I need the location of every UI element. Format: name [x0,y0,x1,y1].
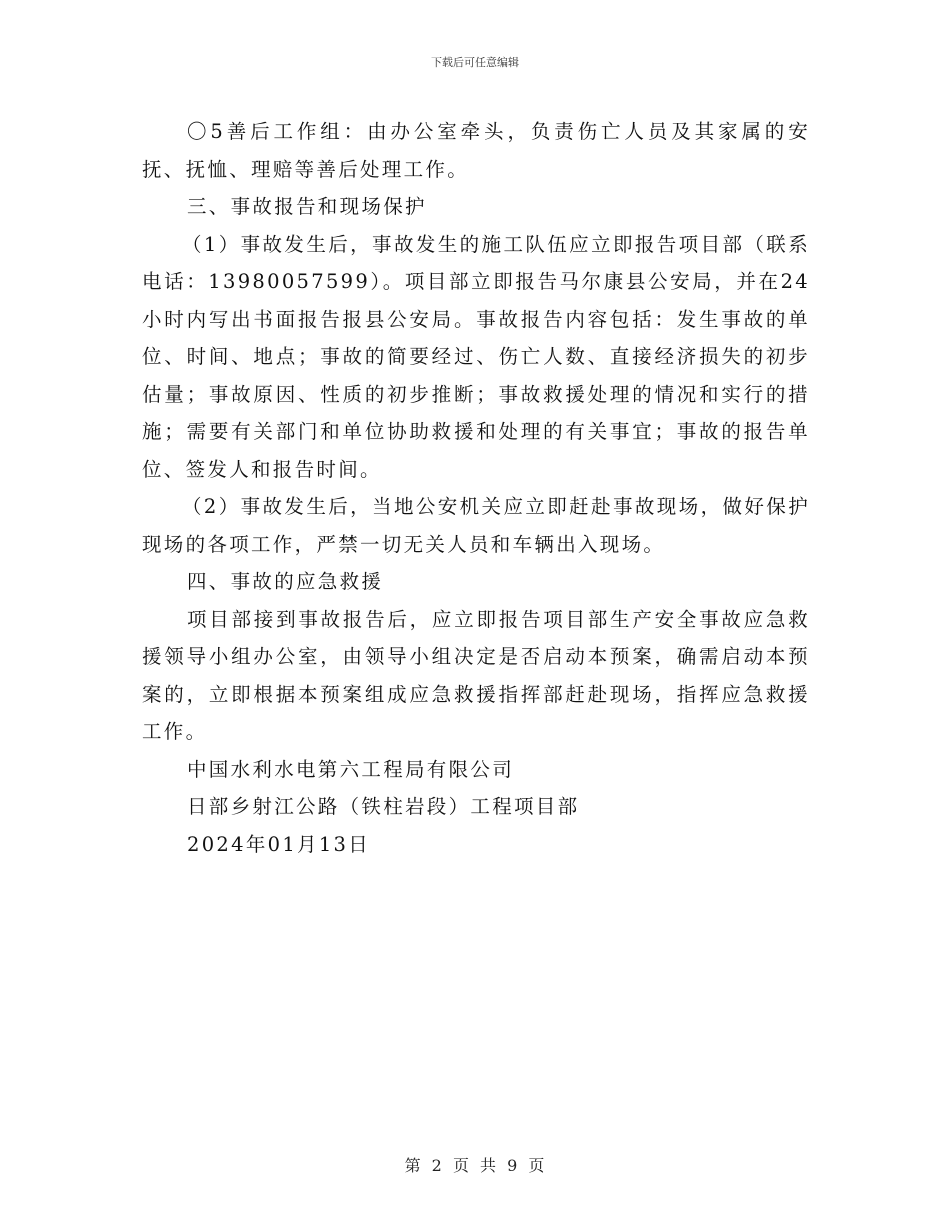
page-header: 下载后可任意编辑 [431,56,519,69]
signature-company: 中国水利水电第六工程局有限公司 [187,757,515,781]
signature-project-dept: 日部乡射江公路（铁柱岩段）工程项目部 [187,795,580,818]
section-3-paragraph-2: （2）事故发生后，当地公安机关应立即赶赴事故现场，做好保护现场的各项工作，严禁一切无关人员和车辆出入现场。 [142,495,810,556]
item-5-aftermath-group: 〇5善后工作组：由办公室牵头，负责伤亡人员及其家属的安抚、抚恤、理赔等善后处理工作。 [142,120,810,181]
section-3-paragraph-1: （1）事故发生后，事故发生的施工队伍应立即报告项目部（联系电话：13980057599）。项目部立即报告马尔康县公安局，并在24小时内写出书面报告报县公安局。事故报告内容包括：发生事故的单位、时间、地点；事故的简要经过、伤亡人数、直接经济损失的初步估量；事故原因、性质的初步推断；事故救援处理的情况和实行的措施；需要有关部门和单位协助救援和处理的有关事宜；事故的报告单位、签发人和报告时间。 [142,232,810,481]
document-body [142,113,810,863]
page-number: 第 2 页 共 9 页 [404,1156,546,1175]
section-4-paragraph-1: 项目部接到事故报告后，应立即报告项目部生产安全事故应急救援领导小组办公室，由领导小组决定是否启动本预案，确需启动本预案的，立即根据本预案组成应急救援指挥部赶赴现场，指挥应急救援工作。 [142,607,810,743]
section-3-heading: 三、事故报告和现场保护 [187,195,427,218]
signature-date: 2024年01月13日 [187,832,371,856]
section-4-heading: 四、事故的应急救援 [187,570,384,593]
